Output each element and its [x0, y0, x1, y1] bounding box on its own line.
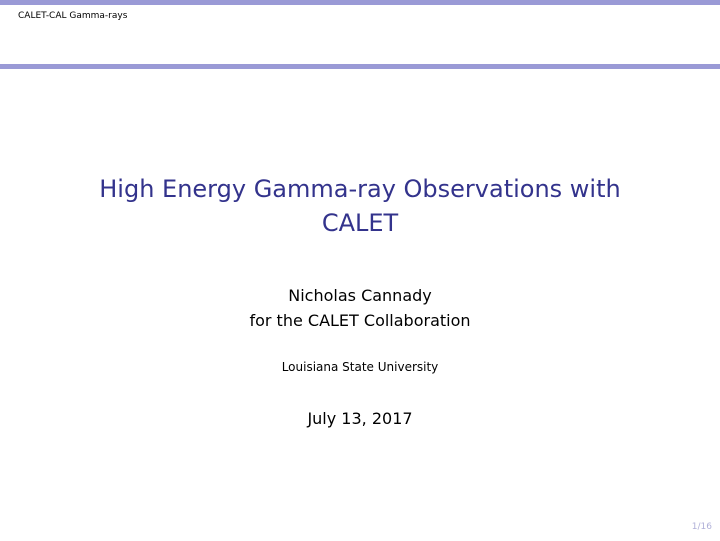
slide-title — [60, 172, 660, 240]
page-number: 1/16 — [691, 522, 712, 532]
author-name: Nicholas Cannady — [288, 286, 432, 305]
slide-title-line-2: CALET — [321, 209, 399, 237]
slide-title-line-1: High Energy Gamma-ray Observations with — [99, 175, 621, 203]
slide-author — [60, 283, 660, 333]
slide-date: July 13, 2017 — [307, 409, 413, 428]
slide-institute: Louisiana State University — [281, 360, 439, 374]
author-collaboration: for the CALET Collaboration — [249, 311, 471, 330]
header-short-title: CALET-CAL Gamma-rays — [18, 11, 128, 21]
